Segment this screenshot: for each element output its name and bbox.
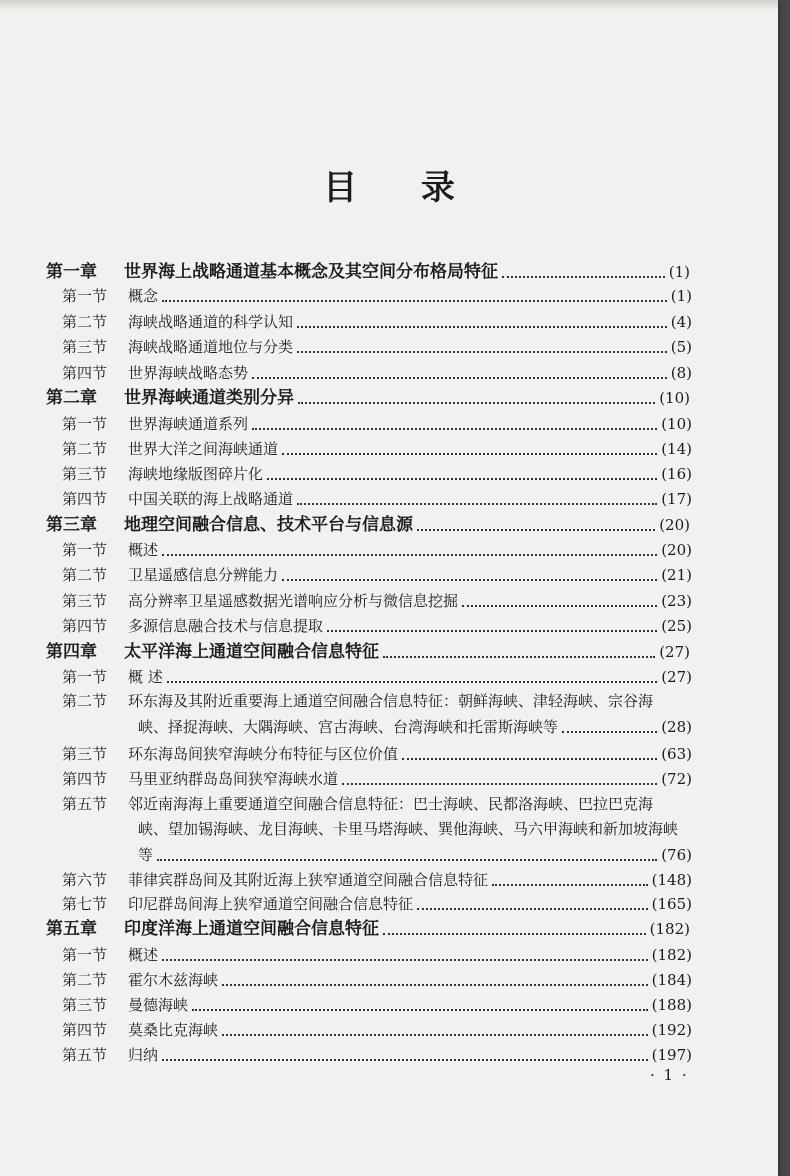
chapter-title: 世界海上战略通道基本概念及其空间分布格局特征 bbox=[124, 262, 498, 282]
toc-section-row[interactable] bbox=[62, 411, 692, 437]
toc-section-row[interactable] bbox=[62, 967, 692, 993]
toc-page-number: (165) bbox=[651, 895, 692, 913]
section-label: 第三节 bbox=[62, 745, 108, 763]
leader-dots bbox=[282, 579, 657, 581]
leader-dots bbox=[492, 884, 648, 886]
section-title: 海峡地缘版图碎片化 bbox=[128, 465, 264, 483]
section-label: 第一节 bbox=[62, 415, 108, 433]
leader-dots bbox=[417, 529, 655, 531]
leader-dots bbox=[298, 402, 655, 404]
section-label: 第二节 bbox=[62, 313, 108, 331]
leader-dots bbox=[342, 783, 657, 785]
toc-section-row[interactable] bbox=[62, 486, 692, 512]
toc-page-number: (63) bbox=[661, 745, 692, 763]
leader-dots bbox=[462, 605, 657, 607]
toc-section-row[interactable] bbox=[62, 562, 692, 588]
section-label: 第七节 bbox=[62, 895, 108, 913]
toc-chapter-row[interactable] bbox=[46, 916, 690, 942]
leader-dots bbox=[167, 681, 657, 683]
toc-chapter-row[interactable] bbox=[46, 639, 690, 665]
toc-page-number: (27) bbox=[661, 668, 692, 686]
toc-page-number: (4) bbox=[670, 313, 692, 331]
toc-section-row[interactable] bbox=[62, 1017, 692, 1043]
section-title: 环东海岛间狭窄海峡分布特征与区位价值 bbox=[128, 745, 399, 763]
toc-section-row[interactable] bbox=[62, 537, 692, 563]
leader-dots bbox=[282, 453, 657, 455]
leader-dots bbox=[267, 478, 657, 480]
section-title: 印尼群岛间海上狭窄通道空间融合信息特征 bbox=[128, 895, 414, 913]
toc-page-number: (5) bbox=[670, 338, 692, 356]
section-label: 第二节 bbox=[62, 440, 108, 458]
section-label: 第二节 bbox=[62, 692, 108, 710]
leader-dots bbox=[327, 630, 657, 632]
toc-page-number: (184) bbox=[651, 971, 692, 989]
toc-section-row[interactable] bbox=[62, 867, 692, 893]
leader-dots bbox=[162, 1059, 648, 1061]
section-label: 第三节 bbox=[62, 465, 108, 483]
toc-page-number: (17) bbox=[661, 490, 692, 508]
toc-page-number: (25) bbox=[661, 617, 692, 635]
section-title-continued: 峡、择捉海峡、大隅海峡、宫古海峡、台湾海峡和托雷斯海峡等 bbox=[138, 718, 559, 736]
section-label: 第三节 bbox=[62, 338, 108, 356]
toc-page-number: (20) bbox=[661, 541, 692, 559]
chapter-label: 第一章 bbox=[46, 262, 97, 282]
toc-page-number: (72) bbox=[661, 770, 692, 788]
toc-page-number: (182) bbox=[649, 920, 690, 938]
section-label: 第四节 bbox=[62, 490, 108, 508]
leader-dots bbox=[502, 276, 665, 278]
section-title: 概 述 bbox=[128, 668, 163, 686]
section-label: 第二节 bbox=[62, 566, 108, 584]
section-title: 高分辨率卫星遥感数据光谱响应分析与微信息挖掘 bbox=[128, 592, 459, 610]
toc-section-row[interactable] bbox=[62, 891, 692, 917]
leader-dots bbox=[297, 351, 667, 353]
toc-section-row[interactable] bbox=[62, 664, 692, 690]
toc-page-number: (27) bbox=[659, 643, 690, 661]
toc-continuation-row[interactable] bbox=[138, 842, 692, 868]
section-title: 莫桑比克海峡 bbox=[128, 1021, 219, 1039]
section-label: 第四节 bbox=[62, 1021, 108, 1039]
section-label: 第五节 bbox=[62, 1046, 108, 1064]
leader-dots bbox=[297, 503, 657, 505]
chapter-label: 第二章 bbox=[46, 388, 97, 408]
leader-dots bbox=[252, 428, 657, 430]
leader-dots bbox=[252, 377, 667, 379]
toc-page-number: (21) bbox=[661, 566, 692, 584]
toc-chapter-row[interactable] bbox=[46, 512, 690, 538]
leader-dots bbox=[402, 758, 657, 760]
toc-section-row[interactable] bbox=[62, 992, 692, 1018]
section-label: 第二节 bbox=[62, 971, 108, 989]
chapter-title: 地理空间融合信息、技术平台与信息源 bbox=[124, 515, 413, 535]
section-title: 环东海及其附近重要海上通道空间融合信息特征：朝鲜海峡、津轻海峡、宗谷海 bbox=[128, 692, 654, 710]
toc-page-number: (148) bbox=[651, 871, 692, 889]
section-title: 菲律宾群岛间及其附近海上狭窄通道空间融合信息特征 bbox=[128, 871, 489, 889]
toc-page-number: (182) bbox=[651, 946, 692, 964]
leader-dots bbox=[162, 959, 648, 961]
toc-page-number: (8) bbox=[670, 364, 692, 382]
toc-chapter-row[interactable] bbox=[46, 259, 690, 285]
section-label: 第一节 bbox=[62, 287, 108, 305]
toc-section-row[interactable] bbox=[62, 334, 692, 360]
toc-continuation-row[interactable] bbox=[138, 714, 692, 740]
leader-dots bbox=[192, 1009, 648, 1011]
toc-page-number: (28) bbox=[661, 718, 692, 736]
leader-dots bbox=[383, 656, 655, 658]
leader-dots bbox=[297, 326, 667, 328]
section-title: 邻近南海海上重要通道空间融合信息特征：巴士海峡、民都洛海峡、巴拉巴克海 bbox=[128, 795, 654, 813]
chapter-title: 印度洋海上通道空间融合信息特征 bbox=[124, 919, 379, 939]
section-title: 马里亚纳群岛岛间狭窄海峡水道 bbox=[128, 770, 339, 788]
section-label: 第五节 bbox=[62, 795, 108, 813]
toc-section-row[interactable] bbox=[62, 283, 692, 309]
section-title: 曼德海峡 bbox=[128, 996, 189, 1014]
section-label: 第三节 bbox=[62, 592, 108, 610]
section-title: 中国关联的海上战略通道 bbox=[128, 490, 294, 508]
toc-page-number: (10) bbox=[659, 389, 690, 407]
leader-dots bbox=[417, 908, 648, 910]
section-title: 归纳 bbox=[128, 1046, 159, 1064]
leader-dots bbox=[162, 300, 667, 302]
section-label: 第一节 bbox=[62, 946, 108, 964]
section-title: 霍尔木兹海峡 bbox=[128, 971, 219, 989]
toc-section-row[interactable] bbox=[62, 766, 692, 792]
section-label: 第六节 bbox=[62, 871, 108, 889]
leader-dots bbox=[222, 984, 648, 986]
leader-dots bbox=[222, 1034, 648, 1036]
section-title: 世界大洋之间海峡通道 bbox=[128, 440, 279, 458]
toc-section-row[interactable] bbox=[62, 436, 692, 462]
toc-continuation-row[interactable] bbox=[138, 816, 692, 842]
toc-page-number: (14) bbox=[661, 440, 692, 458]
toc-page-number: (20) bbox=[659, 516, 690, 534]
section-title: 概述 bbox=[128, 541, 159, 559]
toc-page-number: (1) bbox=[670, 287, 692, 305]
section-title: 多源信息融合技术与信息提取 bbox=[128, 617, 324, 635]
toc-section-row[interactable] bbox=[62, 791, 692, 817]
toc-page-number: (76) bbox=[661, 846, 692, 864]
section-label: 第一节 bbox=[62, 668, 108, 686]
chapter-label: 第四章 bbox=[46, 642, 97, 662]
toc-section-row[interactable] bbox=[62, 613, 692, 639]
section-title-continued: 峡、望加锡海峡、龙目海峡、卡里马塔海峡、巽他海峡、马六甲海峡和新加坡海峡 bbox=[138, 820, 679, 838]
section-title: 卫星遥感信息分辨能力 bbox=[128, 566, 279, 584]
toc-section-row[interactable] bbox=[62, 461, 692, 487]
chapter-label: 第三章 bbox=[46, 515, 97, 535]
section-label: 第四节 bbox=[62, 617, 108, 635]
section-title: 世界海峡通道系列 bbox=[128, 415, 249, 433]
toc-section-row[interactable] bbox=[62, 741, 692, 767]
section-title: 概念 bbox=[128, 287, 159, 305]
leader-dots bbox=[562, 731, 657, 733]
section-title: 海峡战略通道的科学认知 bbox=[128, 313, 294, 331]
toc-section-row[interactable] bbox=[62, 688, 692, 714]
toc-page-number: (1) bbox=[668, 263, 690, 281]
leader-dots bbox=[383, 933, 646, 935]
page-number: · 1 · bbox=[650, 1066, 689, 1084]
leader-dots bbox=[162, 554, 657, 556]
chapter-label: 第五章 bbox=[46, 919, 97, 939]
section-label: 第四节 bbox=[62, 770, 108, 788]
section-title: 世界海峡战略态势 bbox=[128, 364, 249, 382]
toc-section-row[interactable] bbox=[62, 588, 692, 614]
section-title: 海峡战略通道地位与分类 bbox=[128, 338, 294, 356]
toc-section-row[interactable] bbox=[62, 1042, 692, 1068]
toc-page-number: (16) bbox=[661, 465, 692, 483]
toc-page-number: (188) bbox=[651, 996, 692, 1014]
section-label: 第一节 bbox=[62, 541, 108, 559]
section-title-continued: 等 bbox=[138, 846, 154, 864]
leader-dots bbox=[157, 859, 657, 861]
chapter-title: 世界海峡通道类别分异 bbox=[124, 388, 294, 408]
toc-section-row[interactable] bbox=[62, 360, 692, 386]
chapter-title: 太平洋海上通道空间融合信息特征 bbox=[124, 642, 379, 662]
toc-chapter-row[interactable] bbox=[46, 385, 690, 411]
page-title: 目 录 bbox=[323, 168, 481, 208]
toc-section-row[interactable] bbox=[62, 309, 692, 335]
toc-page-number: (192) bbox=[651, 1021, 692, 1039]
toc-page-number: (23) bbox=[661, 592, 692, 610]
section-label: 第三节 bbox=[62, 996, 108, 1014]
toc-page-number: (197) bbox=[651, 1046, 692, 1064]
toc-page-number: (10) bbox=[661, 415, 692, 433]
toc-section-row[interactable] bbox=[62, 942, 692, 968]
section-title: 概述 bbox=[128, 946, 159, 964]
section-label: 第四节 bbox=[62, 364, 108, 382]
